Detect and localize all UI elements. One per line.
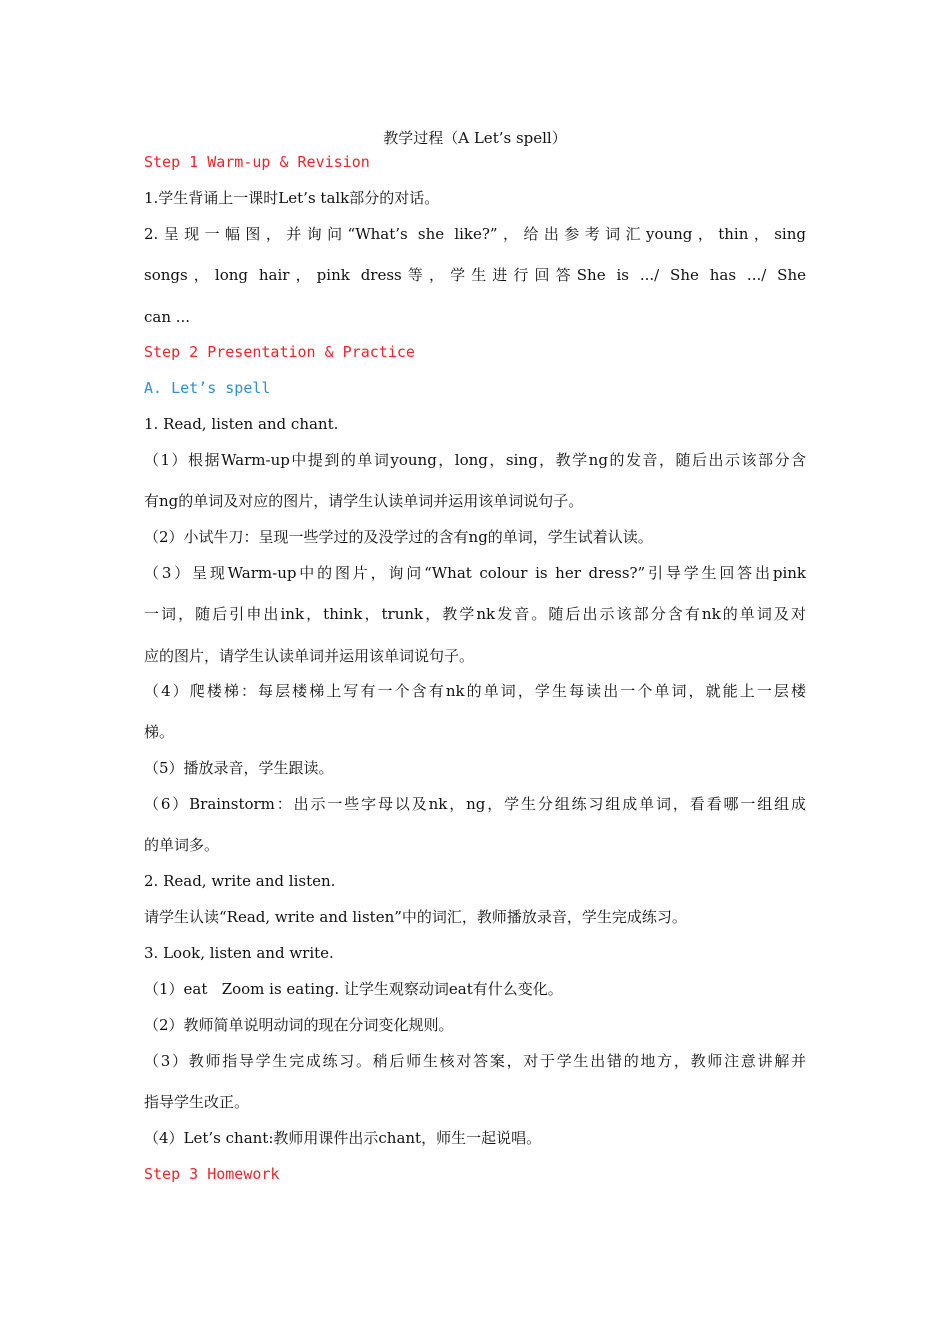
step1-item1: 1.学生背诵上一课时Let’s talk部分的对话。 — [144, 189, 440, 207]
part3-title: 3. Look, listen and write. — [144, 944, 334, 962]
part1-p3-line3: 应的图片，请学生认读单词并运用该单词说句子。 — [144, 647, 475, 665]
part1-p2: （2）小试牛刀：呈现一些学过的及没学过的含有ng的单词，学生试着认读。 — [144, 528, 653, 546]
part1-title: 1. Read, listen and chant. — [144, 415, 339, 433]
part1-p3-line2: 一词，随后引申出ink，think，trunk，教学nk发音。随后出示该部分含有nk的单词及对 — [144, 605, 806, 623]
part2-p1: 请学生认读“Read, write and listen”中的词汇，教师播放录音，学生完成练习。 — [144, 908, 687, 926]
part3-p3-line1: （3）教师指导学生完成练习。稍后师生核对答案，对于学生出错的地方，教师注意讲解并 — [144, 1052, 806, 1070]
part1-p4-line2: 梯。 — [144, 723, 175, 741]
part3-p4: （4）Let’s chant:教师用课件出示chant，师生一起说唱。 — [144, 1129, 542, 1147]
part2-title: 2. Read, write and listen. — [144, 872, 336, 890]
part1-p6-line2: 的单词多。 — [144, 836, 220, 854]
part1-p1-line1: （1）根据Warm-up中提到的单词young，long，sing，教学ng的发音，随后出示该部分含 — [144, 451, 806, 469]
part1-p4-line1: （4）爬楼梯：每层楼梯上写有一个含有nk的单词，学生每读出一个单词，就能上一层楼 — [144, 682, 806, 700]
part1-p5: （5）播放录音，学生跟读。 — [144, 759, 334, 777]
part1-p1-line2: 有ng的单词及对应的图片，请学生认读单词并运用该单词说句子。 — [144, 492, 584, 510]
part1-p6-line1: （6）Brainstorm：出示一些字母以及nk，ng，学生分组练习组成单词，看看哪一组组成 — [144, 795, 806, 813]
step3-heading: Step 3 Homework — [144, 1165, 280, 1183]
page-title: 教学过程（A Let’s spell） — [383, 129, 567, 147]
step1-item2-line3: can ... — [144, 308, 191, 326]
part3-p2: （2）教师简单说明动词的现在分词变化规则。 — [144, 1016, 454, 1034]
step1-heading: Step 1 Warm-up & Revision — [144, 153, 370, 171]
step1-item2-line2: songs，long hair，pink dress等，学生进行回答She is .../ She has .../ She — [144, 266, 806, 284]
step2-subheading: A. Let’s spell — [144, 379, 271, 397]
part1-p3-line1: （3）呈现Warm-up中的图片，询问“What colour is her dress?”引导学生回答出pink — [144, 564, 806, 582]
part3-p1: （1）eat Zoom is eating. 让学生观察动词eat有什么变化。 — [144, 980, 563, 998]
part3-p3-line2: 指导学生改正。 — [144, 1093, 250, 1111]
step2-heading: Step 2 Presentation & Practice — [144, 343, 415, 361]
step1-item2-line1: 2.呈现一幅图，并询问“What’s she like?”，给出参考词汇young，thin，sing — [144, 225, 806, 243]
